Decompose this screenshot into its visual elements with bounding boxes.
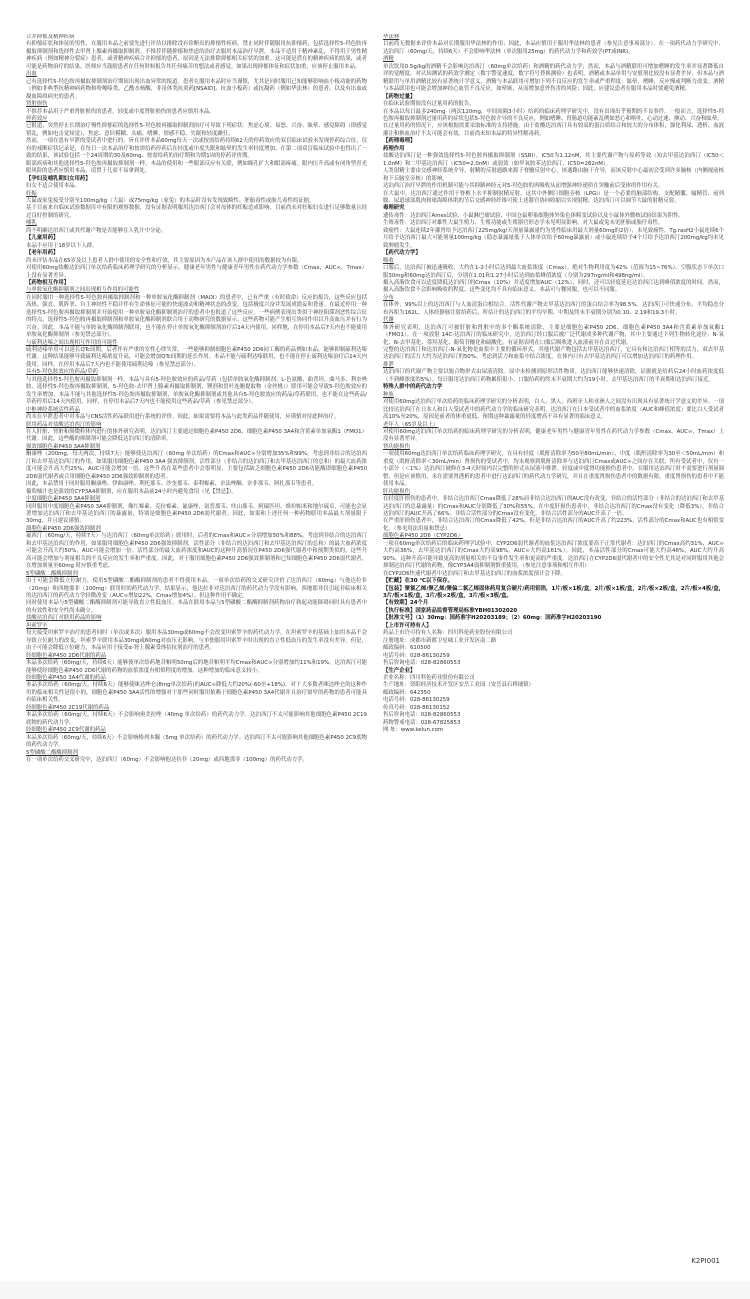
paragraph: 摄入高脂饮食可以适度降低达泊西汀的Cmax（10%）并适度增加AUC（12%），同时，还可以轻度延迟达泊西汀达到峰值浓度的时间。然而，摄入高脂饮食不会影响吸收的程度。这些变化均不具有临床意义。本品可与餐同服，也可以不同服。 bbox=[383, 279, 724, 294]
subsection-heading: 老年人（65岁及以上） bbox=[383, 421, 439, 428]
paragraph: 在一项单次给药交叉研究中，达泊西汀（60mg）不会影响他达拉非（20mg）或西地那非（100mg）的药代动力学。 bbox=[26, 756, 308, 763]
section-heading: 【儿童用药】 bbox=[26, 235, 59, 242]
subsection-heading: 与单胺氧化酶抑制剂之间出现相互作用的可能性 bbox=[26, 287, 140, 294]
paragraph: 每天接受坦索罗辛治疗的患者同时（单次或多次）服用本品30mg或60mg不会改变坦索罗辛的药代动力学。在坦索罗辛的基础上加用本品不会导致立位耐力的改变，坦索罗辛联用本品30mg或60mg对血压无影响，与单独服用坦索罗辛时出现的直立性低血压的发生率没有差异。但是，由于可能会降低立位耐力，本品应用于接受α-肾上腺素受体拮抗剂治疗的患者。 bbox=[26, 630, 367, 652]
paragraph: 盐酸达泊西汀是一种强效选择性5-羟色胺再摄取抑制剂（SSRI），IC50为1.12nM，其主要代谢产物与原药等效（知去甲基达泊西汀（IC50＜1.0nM）和二甲基达泊西汀（IC50=2.0nM）或弱效（如甲氧胺苯达泊西汀，IC50=282nM）。 bbox=[383, 153, 724, 167]
subsection-heading: 细胞色素P450 2D6强效抑制剂 bbox=[26, 525, 101, 532]
paragraph: 本品多次给药（60mg/天，持续6天）能够使单次给药地昔帕明50mg后的地昔帕明平均Cmax和AUC∞分别增加约11%和19%。达泊西汀可能能够使经细胞色素P450 2D6代谢的药物的血浆浓度有相似程度的增加。这种增加的临床意义较小。 bbox=[26, 660, 367, 674]
subsection-heading: 停药效应 bbox=[26, 115, 48, 122]
subsection-heading: 经细胞色素P450 2D6代谢的药品 bbox=[26, 652, 107, 659]
paragraph: 有抑郁症状和体征的男性，在服用本品之前要先进行评估以排除没有诊断出的抑郁性疾病。禁止同时伴随服用抗抑郁药，包括选择性5-羟色胺再摄取抑制剂和选择性去甲肾上腺素再摄取抑制剂。不推荐伴随抑郁和焦虑的治疗去服用本品治疗早泄。本品不适用于精神紊乱，不得用于男性精神疾病（例如精神分裂症）患者，或者精神疾病合并抑郁的患者，原因是无法排除抑郁相关症状的加重。这可能是潜在的精神疾病的结果，或者可能是药物治疗的结果。医师应当鼓励患者在任何时候报告其任何痛苦的想法或者感觉。如果出现抑郁体征和症状加重，应该停止服用本品。 bbox=[26, 41, 367, 70]
section-heading: 【执行标准】国家药品监督管理局标准YBH01302020 bbox=[383, 607, 518, 614]
paragraph: 生产地址：资阳经济技术开发区安岳工业园（安岳县石桥铺镇） bbox=[383, 682, 534, 689]
section-heading: 【药物相互作用】 bbox=[26, 279, 70, 286]
subsection-heading: 强效细胞色素P450 3A4抑制剂 bbox=[26, 443, 101, 450]
subsection-heading: 细胞色素P450 2D6（CYP2D6） bbox=[383, 533, 463, 540]
paragraph: 本品多次给药（60mg/天，持续6天）不会影响奥美拉唑（40mg 单次给药）的药代动力学。达泊西汀不太可能影响其他细胞色素P450 2C19底物的药代动力学。 bbox=[26, 712, 367, 726]
subsection-heading: 分布 bbox=[383, 294, 394, 301]
paragraph: 已报道，突然停止长期治疗慢性抑郁症的选择性5-羟色胺再摄取抑制剂治疗可导致下列症状：焦虑心境、易怒、兴奋、眩晕、感觉障碍（即感觉错乱，例如电击觉知觉）、焦虑、意识模糊、头痛、嗜睡、情感不稳、失眠和轻度躁狂。 bbox=[26, 123, 367, 137]
paragraph: 达泊西汀治疗早泄的作用机制可能与其抑制神经元对5-羟色胺的再吸收从而增强神经递质在突触前后受体的作用有关。 bbox=[383, 183, 664, 190]
paragraph: 然而，一项在患有早泄的受试者中进行的、旨在评价本品60mg每天一次或按需给药持续62天的停药效应的双盲临床试验未发现停药综合征，仅有的戒断症状记录是，在每日一次本品治疗和按需给药停药后在轻度或中度失眠和眩晕的发生率轻度增加。在第二项双盲临床试验中也得出了一致的结果，该试验包括一个24周期的30及60mg、按需给药的治疗期和为期1周的停药评价期。 bbox=[26, 138, 367, 160]
paragraph: 药物警戒电话：028-67825853 bbox=[383, 719, 461, 726]
subsection-heading: 代谢 bbox=[383, 317, 394, 324]
paragraph: 电话号码：028-86130259 bbox=[383, 697, 450, 704]
paragraph: 邮政编码：610500 bbox=[383, 645, 431, 652]
paragraph: 邮政编码：642350 bbox=[383, 689, 431, 696]
subsection-heading: 肾脏损伤 bbox=[26, 101, 48, 108]
leaflet-page bbox=[26, 34, 724, 1266]
paragraph: 一项使用60mg达泊西汀单次给药临床药理学研究，在具有轻度（肌酐清除率为50至80mL/min）、中度（肌酐清除率为30至＜50mL/min）和重度（肌酐清除率＜30mL/min）肾损伤的受试者中，均未观察到肌酐清除率与达泊西汀Cmax或AUC∞之间存在关联。所有受试者中，仅有一小部分（＜1%）达泊西汀被修在3-4天时间内以完整的形式从尿液中排泄。轻度或中度肾功能损伤患者中，在服用达泊西汀时不需要进行剂量调整，但是应该慎用。未在需要肾透析的患者中进行达泊西汀的药代动力学研究，并且在重度肾损伤患者中的数据有限。重度肾损伤的患者中不能使用本品。 bbox=[383, 451, 724, 488]
section-heading: 【生产企业】 bbox=[383, 667, 416, 674]
left-column bbox=[26, 34, 367, 1266]
paragraph: 在同时服用一种选择性5-羟色胺再摄取抑制剂和一种单胺氧化酶抑制剂（MAOI）的患者中，已有严重（有时致命）反应的报告，这些反应包括高热、强直、肌阵挛、自主神经性不稳并伴有生命体征可能的快速波动和精神状态的改变，包括极度兴奋并发展成谵妄和昏迷。在最近停用一种选择性5-羟色胺再摄取抑制剂并开始使用一种单胺氧化酶抑制剂治疗的患者中也报道了这些反应。一些病例表现出类似于神经阻滞剂恶性综合征的特点。选择性5-羟色胺再摄取抑制剂和单胺氧化酶抑制剂联合用于动物研究的数据显示，这些药物可能产生相互协同作用以升高血压并有行为兴奋。因此，本品不能与单胺氧化酶抑制剂联用，也不能在停止单胺氧化酶抑制剂治疗后14天内使用。同样地，在停用本品后7天内也不能使用单胺氧化酶抑制剂（参见禁忌部分）。 bbox=[26, 294, 367, 339]
paragraph: 合并抑郁及精神疾病 bbox=[26, 34, 75, 40]
paragraph: 与其他选择性5-羟色胺再摄取抑制剂一样，本品与具有5-羟色胺效应的药品/草药（包括单胺氧化酶抑制剂、L-色氨酸、曲普坦、曲马多、利奈唑胺、选择性5-羟色胺再摄取抑制剂、5-羟色胺-去甲肾上腺素再摄取抑制剂、锂剂和贯叶连翘提取物（金丝桃））联用可能会导致5-羟色胺效应的发生率增加。本品不能与其他选择性5-羟色胺再摄取抑制剂、单胺氧化酶抑制剂或其他具有5-羟色胺效应的药品/草药联用，也不能在这些药品/草药停用后14天内使用。同样，在停用本品后7天内也不能使用这些药品/草药（参见禁忌部分）。 bbox=[26, 376, 367, 406]
paragraph: 在人肝脏、肾脏和肠微粒体内进行的体外研究表明，达泊西汀主要通过细胞色素P450 2D6、细胞色素P450 3A4和含黄素单加氧酶1（FMO1）代谢。因此，这些酶的抑制剂可能会降低达泊西汀的清除率。 bbox=[26, 429, 367, 443]
paragraph: 注册地址：成都市新都卫星城工业开发区南二路 bbox=[383, 637, 497, 644]
document-code: K2PI001 bbox=[691, 1257, 720, 1265]
subsection-heading: 具有5-羟色胺效应的药品/草药 bbox=[26, 369, 98, 376]
paragraph: 尚未在早泄患者中对本品与CNS活性药品联用进行系统的评价。因此，如果需要将本品与此类药品伴随使用，应谨慎对待此种治疗。 bbox=[26, 414, 340, 421]
section-heading: 【药物过量】 bbox=[383, 93, 416, 100]
subsection-heading: 经细胞色素P450 3A4代谢的药品 bbox=[26, 674, 106, 681]
subsection-heading: 种族 bbox=[383, 391, 394, 398]
paragraph: 售后咨询电话：028-82860553 bbox=[383, 660, 461, 667]
paragraph: 尚未评估本品在65岁及以上患者人群中使用的安全性和疗效，其主要原因为本产品在该人群中使用的数据较为有限。 bbox=[26, 257, 303, 264]
paragraph: 在大鼠中，达泊西汀通过作用于脊椎上水平抑制射精反射，这其中外侧巨细胞旁核（LPGi）是一个必要的脑部结构。支配精囊、输精管、前列腺、尿道球部肌肉和球海绵体肌的节后交感神经纤维可使上述器官协同收缩以实现射精。达泊西汀可以调节大鼠的射精反射。 bbox=[383, 190, 724, 204]
paragraph: 本品不应用于18岁以下人群。 bbox=[26, 242, 98, 249]
paragraph: 人类射精主要由交感神经系统介导。射精的反射通路来源于脊髓反射中心，该通路由脑干介导，而该反射中心最初会受到许多脑核（内侧视前核和下丘脑室旁核）的影响。 bbox=[383, 168, 724, 182]
paragraph: 硫利达嗪单用可以延长QTc间期，后者伴有严重的室性心律失常。一些能够抑制细胞色素P450 2D6同工酶的药品例如本品，能够抑制硫利达嗪代谢。这种结果能够导致硫利达嗪浓度升高，可能会增加QTc间期的延长作用。本品不能与硫利达嗪联用，也不能在停止硫利达嗪治疗后14天内使用。同样，在停用本品后7天内也不能使用硫利达嗪（参见禁忌部分）。 bbox=[26, 347, 367, 368]
paragraph: 基于目前来自临床试验数据库中有限的观察数据，没有证据表明服用达泊西汀会对母体的妊娠造成影响。目前尚未对妊娠妇女进行足够数量且经过良好控制的研究。 bbox=[26, 205, 367, 219]
subsection-heading: 中枢神经系统活性药品 bbox=[26, 406, 80, 413]
paragraph: 在严重肝损伤患者中，非结合达泊西汀的Cmax降低了42%，但是非结合达泊西汀的AUC升高了约223%。活性部分的Cmax和AUC也有相似变化。（参见用法用量和禁忌） bbox=[383, 518, 724, 532]
subsection-heading: 中度细胞色素P450 3A4抑制剂 bbox=[26, 496, 101, 503]
paragraph: 在CYP2D6快速代谢者中达泊西汀和去甲基达泊西汀的血浆浓度预计会下降。 bbox=[383, 570, 566, 577]
paragraph: 葡萄柚汁也是强效的CYP3A4抑制剂，应在服用本品前24小时内避免食用（见【禁忌】）。 bbox=[26, 488, 237, 495]
subsection-heading: 妊娠 bbox=[26, 190, 37, 197]
paragraph: 在轻度肝损伤的患者中，非结合达泊西汀Cmax降低了28%而非结合达泊西汀的AUC没有改变。非结合的活性部分（非结合的达泊西汀和去甲基达泊西汀的总暴露量）的Cmax和AUC分别降低了30%和55%。在中度肝损伤患者中，非结合达泊西汀的Cmax没有变化（降低3%），非结合达泊西汀的AUC升高了66%。非结合活性部分的Cmax没有变化，非结合活性部分的AUC升高了一倍。 bbox=[383, 496, 724, 517]
section-heading: 【贮藏】在30 °C以下保存。 bbox=[383, 578, 453, 585]
section-heading: 【包装】聚氯乙烯/聚乙烯/聚偏二氯乙烯固体药用复合硬片/药用铝箔，1片/板×1板/盒，2片/板×1板/盒，2片/板×2板/盒，2片/板×4板/盒，3片/板×1板/盒，3片/板×2板/盒，3片/板×3板/盒。 bbox=[383, 585, 724, 599]
section-heading: 【上市许可持有人】 bbox=[383, 622, 432, 629]
right-column bbox=[383, 34, 724, 1266]
subsection-heading: 排泄 bbox=[383, 361, 394, 368]
paragraph: 电话号码：028-86130259 bbox=[383, 652, 450, 659]
subsection-heading: 出血 bbox=[26, 71, 37, 78]
section-heading: 【孕妇及哺乳期妇女用药】 bbox=[26, 175, 91, 182]
subsection-heading: 经细胞色素P450 2C19代谢的药品 bbox=[26, 704, 110, 711]
subsection-heading: 与硫利达嗪之间出现相互作用的可能性 bbox=[26, 339, 118, 346]
paragraph: 生殖毒性：达泊西汀对雄性大鼠生殖力、生殖功能或生殖器官形态学未见明显影响，对大鼠或兔未见胚胎或胎仔毒性。 bbox=[383, 220, 664, 227]
paragraph: 目前尚无数据来评价本品对长期服用华法林的作用；因此，本品应慎用于服用华法林的患者（参见注意事项部分）。在一项药代动力学研究中，达泊西汀（60mg/天，持续6天）不会影响华法林（单次服用25mg）的药代动力学和药效学(PT或INR)。 bbox=[383, 41, 724, 55]
paragraph: 同时服用中度细胞色素P450 3A4抑制剂，像红霉素、克拉霉素、氟康唑、氨普那韦、呋山那韦、阿瑞匹坦、维拉帕米和地尔硫卓，可能也会显著增加达泊西汀和去甲基达泊西汀的暴露量，特别是细胞色素P450 2D6弱代谢者。因此，如果和上述任何一种药物联用本品最大剂量限于30mg，并且建议谨慎。 bbox=[26, 503, 367, 525]
paragraph: 大鼠或家兔接受分别至100mg/kg（大鼠）或75mg/kg（家兔）的本品时没有发现致畸性、胚胎毒性或胎儿毒性的证据。 bbox=[26, 197, 315, 204]
section-heading: 【药代动力学】 bbox=[383, 250, 421, 257]
paragraph: 在体外，99%以上的达泊西汀与人血清蛋白相结合。活性代谢产物去甲基达泊西汀的蛋白结合率为98.5%。达泊西汀可快速分布，平均稳态分布容积为162L。人体经静脉注射给药后，所估计的达泊西汀的平均早期、中期及终末半衰期分别为0.10、2.19和19.3小时。 bbox=[383, 302, 724, 316]
subsection-heading: 经细胞色素P450 2C9代谢的药品 bbox=[26, 727, 106, 734]
paragraph: 在过量用药的情况下，应该根据需要采取标准的支持措施。由于盐酸达泊西汀具有较高的蛋白质结合和较大的分布体积，强化利尿、透析、血液灌注和换血治疗不太可能会有效。目前尚未知本品的特异性解毒药。 bbox=[383, 123, 724, 137]
paragraph: 对使用60mg达泊西汀单次给药的临床药理学研究的分析表明，白人、黑人、西班牙人和亚洲人之间没有出现具有显著统计学意义的差异。一项比较达泊西汀在日本人和白人受试者中的药代动力学的临床研究表明，达泊西汀在日本受试者中的血浆浓度（AUC和峰值浓度）要比白人受试者高10%至20%，原因是前者的体重更低。预期这种暴露量的轻度增高不具有显著的临床意义。 bbox=[383, 399, 724, 421]
subsection-heading: 肝功能损伤 bbox=[383, 488, 410, 495]
paragraph: 氟西汀（60mg/天，持续7天）与达泊西汀（60mg单次给药）联用时，后者的Cmax和AUC∞分别增加50%和88%。考虑到非结合的达泊西汀和去甲基达泊西汀的作用，如果服用细胞色素P450 2D6强效抑制剂，活性部分（非结合的达泊西汀和去甲基达泊西汀的总和）的最大血药浓度可能会升高大约50%，AUC可能会增加一倍。活性部分的最大血药浓度和AUC的这种升高情况在P450 2D6强代谢者中和预期类似的。这些升高可能会增加与剂量相关的不良反应的发生率和严重度。因此，对于服用细胞色素P450 2D6强效抑制剂和已知细胞色素P450 2D6弱代谢者，在增加剂量至60mg 时应慎重考虑。 bbox=[26, 533, 367, 570]
subsection-heading: 酒精 bbox=[383, 56, 394, 63]
paragraph: 药品上市许可持有人名称：四川科伦药业股份有限公司 bbox=[383, 630, 513, 637]
subsection-heading: 5型磷酸二酯酶抑制剂 bbox=[26, 570, 78, 577]
subsection-heading: 联用药品对盐酸达泊西汀的影响 bbox=[26, 421, 102, 428]
section-heading: 【批准文号】（1）30mg：国药准字H20203189；（2）60mg：国药准字H20203190 bbox=[383, 615, 602, 622]
paragraph: 完整的达泊西汀和达泊西汀-N-氧化物是血浆中主要的循环形式。其他代谢产物包括去甲基达泊西汀，它具有和达泊西汀相等的活力，双去甲基达泊西汀的活力大约为达泊西汀的50%。考虑到活力和血浆中结合浓度，在体内只有去甲基达泊西汀可以增加达泊西汀的药理作用。 bbox=[383, 347, 724, 361]
paragraph: 致癌性：大鼠连续2年灌胃给予达泊西汀225mg/kg/天剂量暴露量约为男性临床用最大剂量60mg的2倍），未见致癌性。Tg.rasH2小鼠连续6个月给予达泊西汀最大可能剂量100mg/kg（稳态暴露量低于人体单次给予60mg暴露量）或小鼠连续给予4个月给予达泊西汀200mg/kg均未见致肿瘤发生。 bbox=[383, 227, 724, 249]
section-heading: 毒理研究 bbox=[383, 205, 405, 212]
paragraph: 体外研究表明，达泊西汀可被肝脏和肾脏中的多个酶系统清除，主要是细胞色素P450 2D6、细胞色素P450 3A4和含黄素单加氧酶1（FMO1）。在一项放射 14C-达泊西汀的临床研究中，达泊西汀经口服后被广泛代谢成多种代谢产物，其中主要通过下列生物转化途径：N-氧化、N-去甲基化、萘羟基化、葡萄苷酸化和硫酸化。有证据表明在口服后吸收进入血液前存在首过代谢。 bbox=[383, 324, 724, 346]
paragraph: 在临床试验期间没有过量用药的报告。 bbox=[383, 101, 475, 108]
paragraph: 因此，本品禁用于同时服用酮康唑、伊曲康唑、利托那韦、沙奎那韦、泰利霉素、奈法唑酮、奈非那韦、阿扎那韦等患者。 bbox=[26, 481, 318, 488]
section-heading: 药理作用 bbox=[383, 145, 405, 152]
subsection-heading: 盐酸达泊西汀对联用药品的影响 bbox=[26, 615, 102, 622]
bottom-margin bbox=[0, 1281, 750, 1299]
paragraph: 已有选择性5-羟色胺再摄取抑制剂治疗期间出现出血异常的报道。患者在服用本品时应当谨慎，尤其是同时服用已知能够影响血小板功能的药物（例如非典型抗精神病药物和吩噻嗪类、乙酰水杨酸、非甾体类抗炎药[NSAID]、抗血小板药）或抗凝药（例如华法林）的患者，以及有出血或凝血障碍病史的患者。 bbox=[26, 78, 367, 100]
section-heading: 【老年用药】 bbox=[26, 250, 59, 257]
paragraph: 本品多次给药（60mg/天，持续6天）能够使咪达唑仑(8mg单次给药)的AUC∞降低大约20%(-60至+18%)。对于大多数者咪达唑仑的这种作用的临床相关性是很小的。细胞色素P450 3A4活性的增强对于那些同时服用依赖于细胞色素P450 3A4代谢并且治疗窗窄的药物的患者可能具有临床相关性。 bbox=[26, 682, 367, 704]
subsection-heading: 肾功能损伤 bbox=[383, 443, 410, 450]
subsection-heading: 坦索罗辛 bbox=[26, 622, 48, 629]
paragraph: 对使用60mg达泊西汀单次给药的临床药理学研究的分析表明，健康老年男性与健康青年男性在药代动力学参数（Cmax，AUC∞，Tmax）上没有显著差异。 bbox=[383, 429, 724, 443]
paragraph: 传真号码：028-86130152 bbox=[383, 704, 450, 711]
subsection-heading: 5型磷酸二酯酶抑制剂 bbox=[26, 749, 78, 756]
paragraph: 一项在60mg单次给药后的临床药理学试验中，CYP2D6弱代谢者的血浆达泊西汀浓度要高于正常代谢者：达泊西汀的Cmax高约31%，AUC∞大约高36%，去甲基达泊西汀的Cmax大约高98%，AUC∞大约高161%）。因此，本品活性部分的Cmax可能大约高46%，AUC大约升高90%。这种升高可能导致更高的剂量相关的不良事件发生率和更高的严重度。达泊西汀在CYP2D6弱代谢者中的安全性尤其是对同时服用其他会抑制达泊西汀代谢的药物，像CYP3A4弱抑制剂慎重使用。（参见注意事项和相互作用） bbox=[383, 540, 724, 570]
paragraph: 同时使用本品与5型磷酸二酯酶抑制剂可能导致直立性低血压。本品在联用本品与5型磷酸二酯酶抑制剂药物治疗勃起功能障碍同时具有患者中的有效性和安全性尚未确立。 bbox=[26, 600, 367, 614]
paragraph: 单次饮用0.5g/kg的酒精不会影响达泊西汀（60mg单次给药）和酒精的药代动力学；然而，本品与酒精联用可增加嗜睡的发生率并显著降低自评的觉醒度。对认知测试的药效学测定（数字警觉速度，数字符号替换测验）也表明，酒精或本品单用与安慰剂比较没有显著差异，但本品与酒精联用与单用酒精比较有显著统计学意义。酒精与本品联用可增加下列不良反应的发生率或严重程度：眩晕，嗜睡，反应慢或判断力改变。酒精与本品联用也可能会增加神经心血管不良反应，如晕厥，从而增加意外伤害的风险；因此，应建议患者在服用本品时要避免酒精。 bbox=[383, 63, 724, 93]
paragraph: 对使用60mg盐酸达泊西汀单次给药临床药理学研究的分析显示，健康老年男性与健康青年男性在药代动力学参数（Cmax，AUC∞，Tmax）上没有显著差异。 bbox=[26, 265, 367, 279]
paragraph: 企业名称：四川科伦药业股份有限公司 bbox=[383, 674, 475, 681]
paragraph: 达泊西汀的代谢产物主要以轭合物形式由尿液清除。尿中未检测到原形活性物质。达泊西汀能够快速清除，证据就是给药后24小时血药浓度低（不到峰浓度的5%）。每日服用达泊西汀药物累积很小。口服给药的终末半衰期大约为19小时。去甲基达泊西汀的半衰期和达泊西汀接近。 bbox=[383, 369, 724, 383]
subsection-heading: 吸收 bbox=[383, 257, 394, 264]
paragraph: 售后咨询电话：028-82860553 bbox=[383, 712, 461, 719]
section-heading: 特殊人群中的药代动力学 bbox=[383, 384, 443, 391]
subsection-heading: 华法林 bbox=[383, 34, 400, 40]
paragraph: 不推荐本品用于严重肾脏损伤的患者，轻度或中度肾脏损伤的患者应慎用本品。 bbox=[26, 108, 215, 115]
paragraph: 尚不明确达泊西汀或其代谢产物是否能够在人乳汁中分泌。 bbox=[26, 227, 167, 234]
paragraph: 网 址：www.kelun.com bbox=[383, 727, 444, 734]
subsection-heading: 哺乳 bbox=[26, 220, 37, 227]
paragraph: 由于可能会降低立位耐力，使用5型磷酸二酯酶抑制剂的患者不得使用本品。一项单次给药的交叉研究评价了达泊西汀（60mg）与他达拉非（20mg）和西地那非（100mg）联用时的药代动力学，结果显示，他达拉非对达泊西汀的药代动力学没有影响，西地那非仅引起非临床相关的达泊西汀的药代动力学轻微改变（AUC∞增加22%，Cmax增加4%）。但这种作用不确定。 bbox=[26, 578, 367, 599]
paragraph: 酮康唑（200mg，每天两次，持续7天）能够使达泊西汀（60mg 单次给药）的Cmax和AUC∞分别增加35%和99%。考虑到非结合的达泊西汀和去甲基达泊西汀的作用，如果服用细胞色素P450 3A4 强效抑制剂，活性部分（非结合的达泊西汀和去甲基达泊西汀的总和）的最大血药浓度可能会升高大约25%，AUC可能会增加一倍。这些升高在某些患者中会很明显，主要包括缺乏细胞色素P450 2D6功能酶即细胞色素P450 2D6弱代谢者或合用细胞色素P450 2D6强效抑制剂的患者。 bbox=[26, 451, 367, 480]
section-heading: 【药理毒理】 bbox=[383, 138, 416, 145]
paragraph: 眼部疾病和其他选择性5-羟色胺再摄取抑制剂一样，本品的使用和一些眼部反应有关联，例如瞳孔扩大和眼部疼痛。眼内压升高或有闭角型青光眼风险的患者应慎用本品。请置于儿童不易拿到处。 bbox=[26, 160, 367, 175]
section-heading: 【有效期】24个月 bbox=[383, 600, 429, 607]
paragraph: 遗传毒性：达泊西汀Ames试验、小鼠淋巴瘤试验、中国仓鼠卵巢细胞体外染色体畸变试验以及小鼠体外微核试验结果为阴性。 bbox=[383, 212, 684, 219]
paragraph: 在本品以每日最多240mg（两次120mg，中间间隔3小时）给药的临床药理学研究中，没有出现出乎预期的不良事件。一般而言，选择性5-羟色胺再摄取抑制剂过量用药的症状包括5-羟色胺介导的不良反应，例如嗜睡、胃肠道功能紊乱例如恶心和呕吐、心动过速、颤动、兴奋和眩晕。 bbox=[383, 108, 724, 122]
paragraph: 本品多次给药（60mg/天，持续6天）不会影响格列本脲（5mg 单次给药）的药代动力学。达泊西汀不太可能影响其他细胞色素P450 2C9底物的药代动力学。 bbox=[26, 734, 367, 749]
paragraph: 妇女不适合使用本品。 bbox=[26, 183, 80, 190]
paragraph: 口服后，达泊西汀被迅速吸收，大约在1-2小时后达到最大血浆浓度（Cmax）。绝对生物利用度为42%（范围为15~76%）。空腹状态下单次口服30mg和60mg达泊西汀后，分别在1.01和1.27小时后达到血浆峰值浓度（分别为297ng/ml和498ng/ml）。 bbox=[383, 265, 724, 279]
